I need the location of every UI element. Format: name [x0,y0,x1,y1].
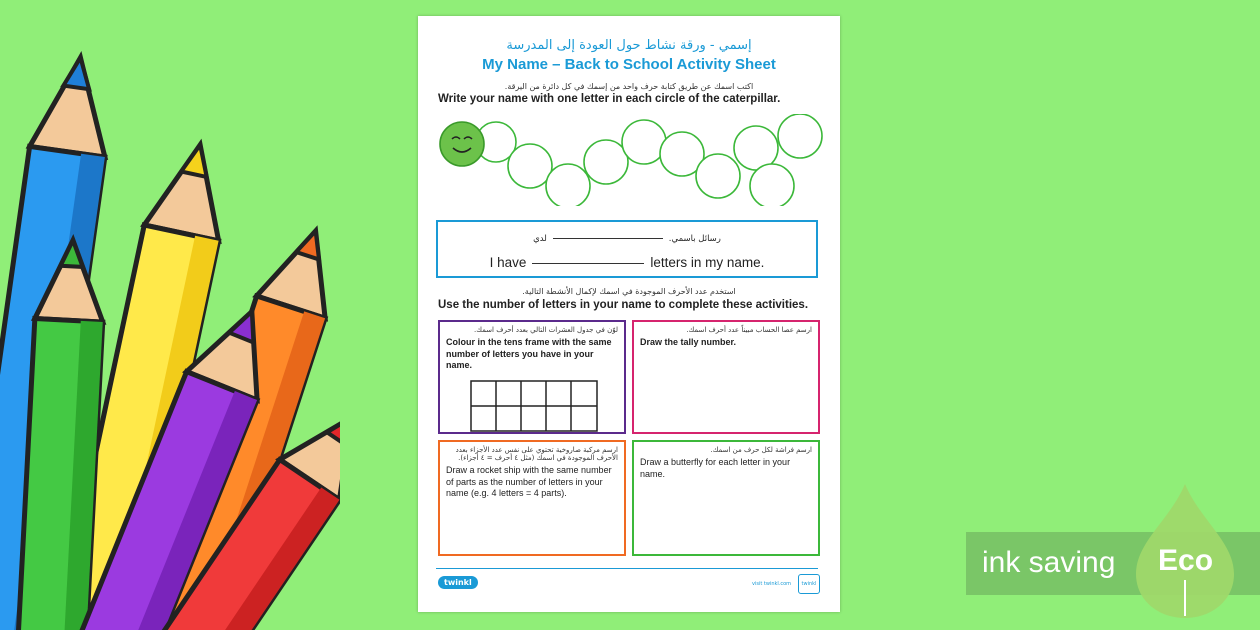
caterpillar-circle [622,120,666,164]
twinkl-logo: twinkl [438,576,478,589]
instruction-arabic: اكتب اسمك عن طريق كتابة حرف واحد من إسمك في كل دائرة من اليرقة. [504,82,754,91]
name-count-arabic: رسائل باسمي.لدي [533,234,721,244]
sheet-title-arabic: إسمي - ورقة نشاط حول العودة إلى المدرسة [506,38,752,53]
caterpillar-illustration [434,114,826,206]
sheet-title: My Name – Back to School Activity Sheet [482,56,776,73]
ink-saving-text: ink saving [982,546,1116,579]
footer-divider [436,568,818,569]
activity-box-butterfly: ارسم فراشة لكل حرف من اسمك. Draw a butterfly for each letter in your name. [632,440,820,556]
caterpillar-circle [778,114,822,158]
instruction2-arabic: استخدم عدد الأحرف الموجودة في اسمك لإكمال الأنشطة التالية. [522,287,736,296]
caterpillar-circle [546,164,590,206]
caterpillar-circle [696,154,740,198]
tens-frame [470,380,598,432]
eco-label: Eco [1158,544,1214,577]
activity-box-tally: ارسم عصا الحساب مبيناً عدد أحرف اسمك. Draw the tally number. [632,320,820,434]
footer-badge: twinkl [798,574,820,594]
caterpillar-face-icon [440,122,484,166]
instruction-caterpillar: Write your name with one letter in each circle of the caterpillar. [438,93,781,105]
activity-box-tens-frame: لوّن في جدول العشرات التالي بعدد أحرف اسمك. Colour in the tens frame with the same number of letters you have in your name. [438,320,626,434]
name-letter-count-box [436,220,818,278]
activity-sheet [418,16,840,612]
activity-box-rocket: ارسم مركبة صاروخية تحتوي على نفس عدد الأجزاء بعدد الأحرف الموجودة في اسمك (مثل ٤ أحرف = ٤ أجزاء). Draw a rocket ship with the same number of parts as the number of letters in your name (e.g. 4 letters = 4 parts). [438,440,626,556]
caterpillar-circle [508,144,552,188]
caterpillar-circle [750,164,794,206]
instruction-activities: Use the number of letters in your name to complete these activities. [438,299,809,311]
colored-pencils-illustration [0,0,340,630]
caterpillar-circle [584,140,628,184]
letter-count-blank [532,263,644,264]
name-count-english: I have letters in my name. [489,255,765,270]
footer-url: visit twinkl.com [752,581,792,587]
